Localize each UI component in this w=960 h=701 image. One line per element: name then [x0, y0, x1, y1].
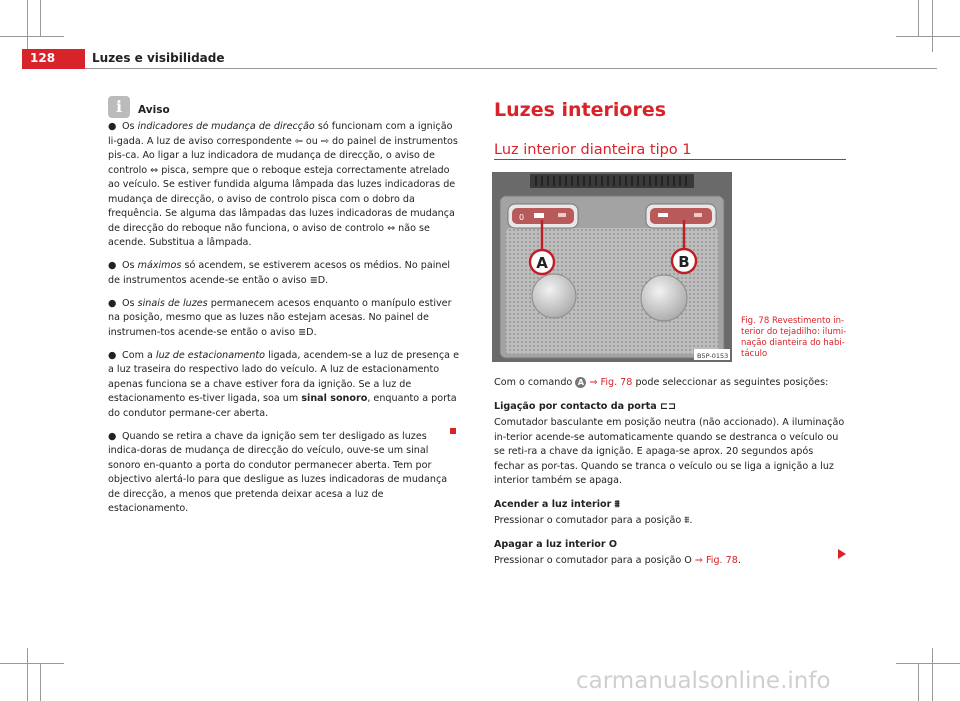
crop-mark	[918, 664, 919, 701]
svg-text:0: 0	[519, 213, 525, 222]
heading-door-contact: Ligação por contacto da porta ⊏⊐	[494, 400, 677, 412]
paragraph-light-on: Pressionar o comutador para a posição ⩩.	[494, 515, 693, 526]
figure-link[interactable]: ⇒ Fig. 78	[589, 377, 633, 388]
crop-mark	[0, 36, 64, 37]
note-paragraph: ● Os sinais de luzes permanecem acesos enquanto o manípulo estiver na posição, mesmo que as luzes não estejam acesas. No painel de instrumen-tos acende-se então o aviso ≣D.	[108, 297, 452, 338]
paragraph-light-off: Pressionar o comutador para a posição O ⇒ Fig. 78.	[494, 555, 741, 566]
note-paragraph: ● Os indicadores de mudança de direcção só funcionam com a ignição li-gada. A luz de aviso correspondente ⇦ ou ⇨ do painel de instrumentos pis-ca. Ao ligar a luz indicadora de mudança de direcção, o aviso de controlo ⇔ pisca, sempre que o reboque esteja correctamente atrelado ao veículo. Se estiver fundida alguma lâmpada das luzes indicadoras de mudança de direcção, o aviso de controlo pisca com o dobro da frequência. Se alguma das lâmpadas das luzes indicadoras de mudança de direcção do reboque não funciona, o aviso de controlo ⇔ não se acende. Substitua a lâmpada.	[108, 121, 458, 248]
header-rule	[85, 68, 937, 69]
subsection-title: Luz interior dianteira tipo 1	[494, 142, 692, 158]
heading-light-on: Acender a luz interior ⩩	[494, 498, 620, 510]
chapter-title: Luzes e visibilidade	[92, 51, 225, 65]
figure-78	[492, 172, 732, 362]
callout-label-a: A	[536, 254, 548, 272]
info-icon: i	[108, 96, 130, 118]
figure-link[interactable]: ⇒ Fig. 78	[694, 555, 738, 566]
figure-caption: Fig. 78 Revestimento in-terior do tejadilho: ilumi-nação dianteira do habi-táculo	[741, 316, 847, 359]
subsection-rule	[494, 159, 846, 160]
callout-badge-a: A	[575, 377, 586, 388]
callout-label-b: B	[678, 253, 690, 271]
crop-mark	[40, 664, 41, 701]
crop-mark	[27, 648, 28, 701]
page-number: 128	[30, 51, 56, 65]
crop-mark	[896, 36, 960, 37]
note-paragraph: ● Com a luz de estacionamento ligada, acendem-se a luz de presença e a luz traseira do respectivo lado do veículo. A luz de estacionamento apenas funciona se a chave estiver fora da ignição. Se a luz de estacionamento es-tiver ligada, soa um sinal sonoro, enquanto a porta do condutor permane-cer aberta.	[108, 349, 459, 419]
intro-paragraph: Com o comando A ⇒ Fig. 78 pode seleccionar as seguintes posições:	[494, 377, 829, 388]
crop-mark	[40, 0, 41, 36]
crop-mark	[932, 0, 933, 52]
heading-light-off: Apagar a luz interior O	[494, 538, 618, 550]
watermark: carmanualsonline.info	[576, 668, 831, 694]
note-title: Aviso	[138, 104, 170, 116]
end-marker	[450, 428, 456, 434]
note-paragraph: ● Os máximos só acendem, se estiverem acesos os médios. No painel de instrumentos acende-se então o aviso ≣D.	[108, 260, 451, 286]
roof-console-illustration	[492, 172, 732, 362]
paragraph-door-contact: Comutador basculante em posição neutra (não accionado). A iluminação in-terior acende-se automaticamente quando se destranca o veículo ou se reti-ra a chave da ignição. E apaga-se aprox. 20 segundos após fechar as por-tas. Quando se tranca o veículo ou se liga a ignição a luz interior também se apaga.	[494, 417, 845, 486]
section-title: Luzes interiores	[494, 99, 667, 121]
note-heading	[108, 96, 328, 122]
note-body	[108, 120, 460, 525]
continue-arrow-icon	[838, 549, 846, 559]
body-text	[494, 376, 846, 578]
figure-code: B5P-0153	[697, 352, 729, 360]
crop-mark	[932, 648, 933, 701]
crop-mark	[0, 663, 64, 664]
note-paragraph: ● Quando se retira a chave da ignição sem ter desligado as luzes indica-doras de mudança de direcção do veículo, ouve-se um sinal sonoro en-quanto a porta do condutor permanecer aberta. Tem por objectivo alertá-lo para que desligue as luzes indicadoras de mudança de direcção, a menos que pretenda deixar acesa a luz de estacionamento.	[108, 430, 448, 514]
crop-mark	[27, 0, 28, 52]
crop-mark	[918, 0, 919, 36]
crop-mark	[896, 663, 960, 664]
